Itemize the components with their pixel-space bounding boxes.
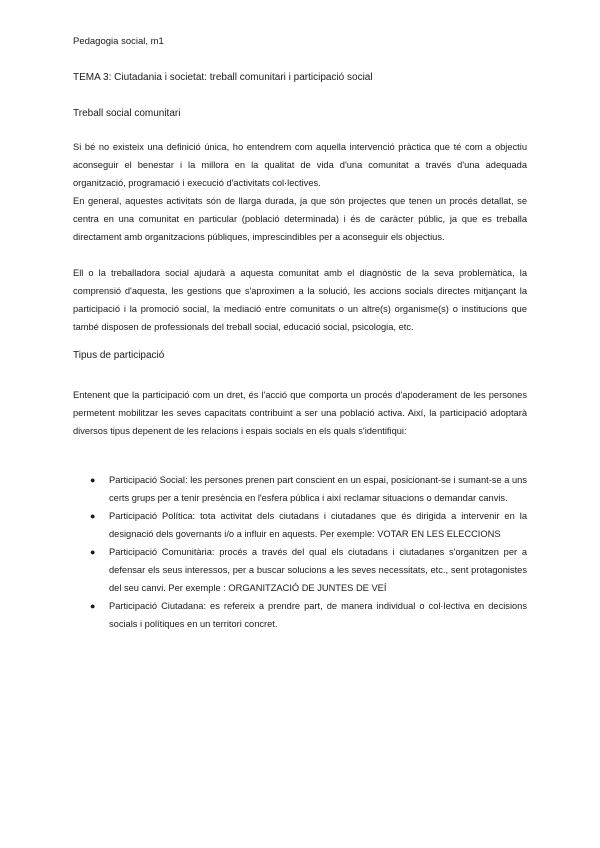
list-item-politica xyxy=(73,507,527,543)
paragraph-participation-intro: Entenent que la participació com un dret, és l'acció que comporta un procés d'apoderament de les persones permetent mobilitzar les seves capacitats contribuint a ser una població activa. Així, la participació adoptarà diversos tipus depenent de les relacions i espais socials en els quals s'identifiqui: xyxy=(73,390,527,436)
bullet-icon: ● xyxy=(90,547,96,557)
list-item-text: Participació Comunitària: procés a través del qual els ciutadans i ciutadanes s'organitzen per a defensar els seus interessos, per a buscar solucions a les seves necessitats, etc., sent protagonistes del seu canvi. Per exemple : ORGANITZACIÓ DE JUNTES DE VEÍ xyxy=(109,547,527,593)
list-item-text: Participació Política: tota activitat dels ciutadans i ciutadanes que és dirigida a intervenir en la designació dels governants i/o a influir en aquests. Per exemple: VOTAR EN LES ELECCIONS xyxy=(109,511,527,539)
list-item-comunitaria xyxy=(73,543,527,597)
paragraph-social-worker: Ell o la treballadora social ajudarà a aquesta comunitat amb el diagnòstic de la seva problemàtica, la comprensió d'aquesta, les gestions que s'aproximen a la solució, les accions socials directes mitjançant la participació i la promoció social, la mediació entre comunitats o un altre(s) organisme(s) o institucions que també disposen de professionals del treball social, educació social, psicologia, etc. xyxy=(73,268,527,332)
bullet-icon: ● xyxy=(90,601,96,611)
page-header: Pedagogia social, m1 xyxy=(73,36,164,47)
paragraph-definition: Si bé no existeix una definició única, ho entendrem com aquella intervenció pràctica que té com a objectiu aconseguir el benestar i la millora en la qualitat de vida d'una comunitat a través d'una adequada organització, programació i execució d'activitats col·lectives. xyxy=(73,142,527,188)
bullet-icon: ● xyxy=(90,475,96,485)
participation-types-list xyxy=(73,471,527,633)
list-item-text: Participació Ciutadana: es refereix a prendre part, de manera individual o col·lectiva en decisions socials i polítiques en un territori concret. xyxy=(109,601,527,629)
bullet-icon: ● xyxy=(90,511,96,521)
section-heading-treball-social: Treball social comunitari xyxy=(73,108,181,119)
page-title: TEMA 3: Ciutadania i societat: treball comunitari i participació social xyxy=(73,72,373,83)
paragraph-activities: En general, aquestes activitats són de llarga durada, ja que són projectes que tenen un procés detallat, se centra en una comunitat en particular (població determinada) i és de caràcter públic, ja que es treballa directament amb organitzacions públiques, imprescindibles per a aconseguir els objectius. xyxy=(73,196,527,242)
list-item-ciutadana xyxy=(73,597,527,633)
section-heading-tipus-participacio: Tipus de participació xyxy=(73,350,165,361)
list-item-social xyxy=(73,471,527,507)
list-item-text: Participació Social: les persones prenen part conscient en un espai, posicionant-se i sumant-se a uns certs grups per a tenir presència en l'esfera pública i així reclamar situacions o demandar canvis. xyxy=(109,475,527,503)
